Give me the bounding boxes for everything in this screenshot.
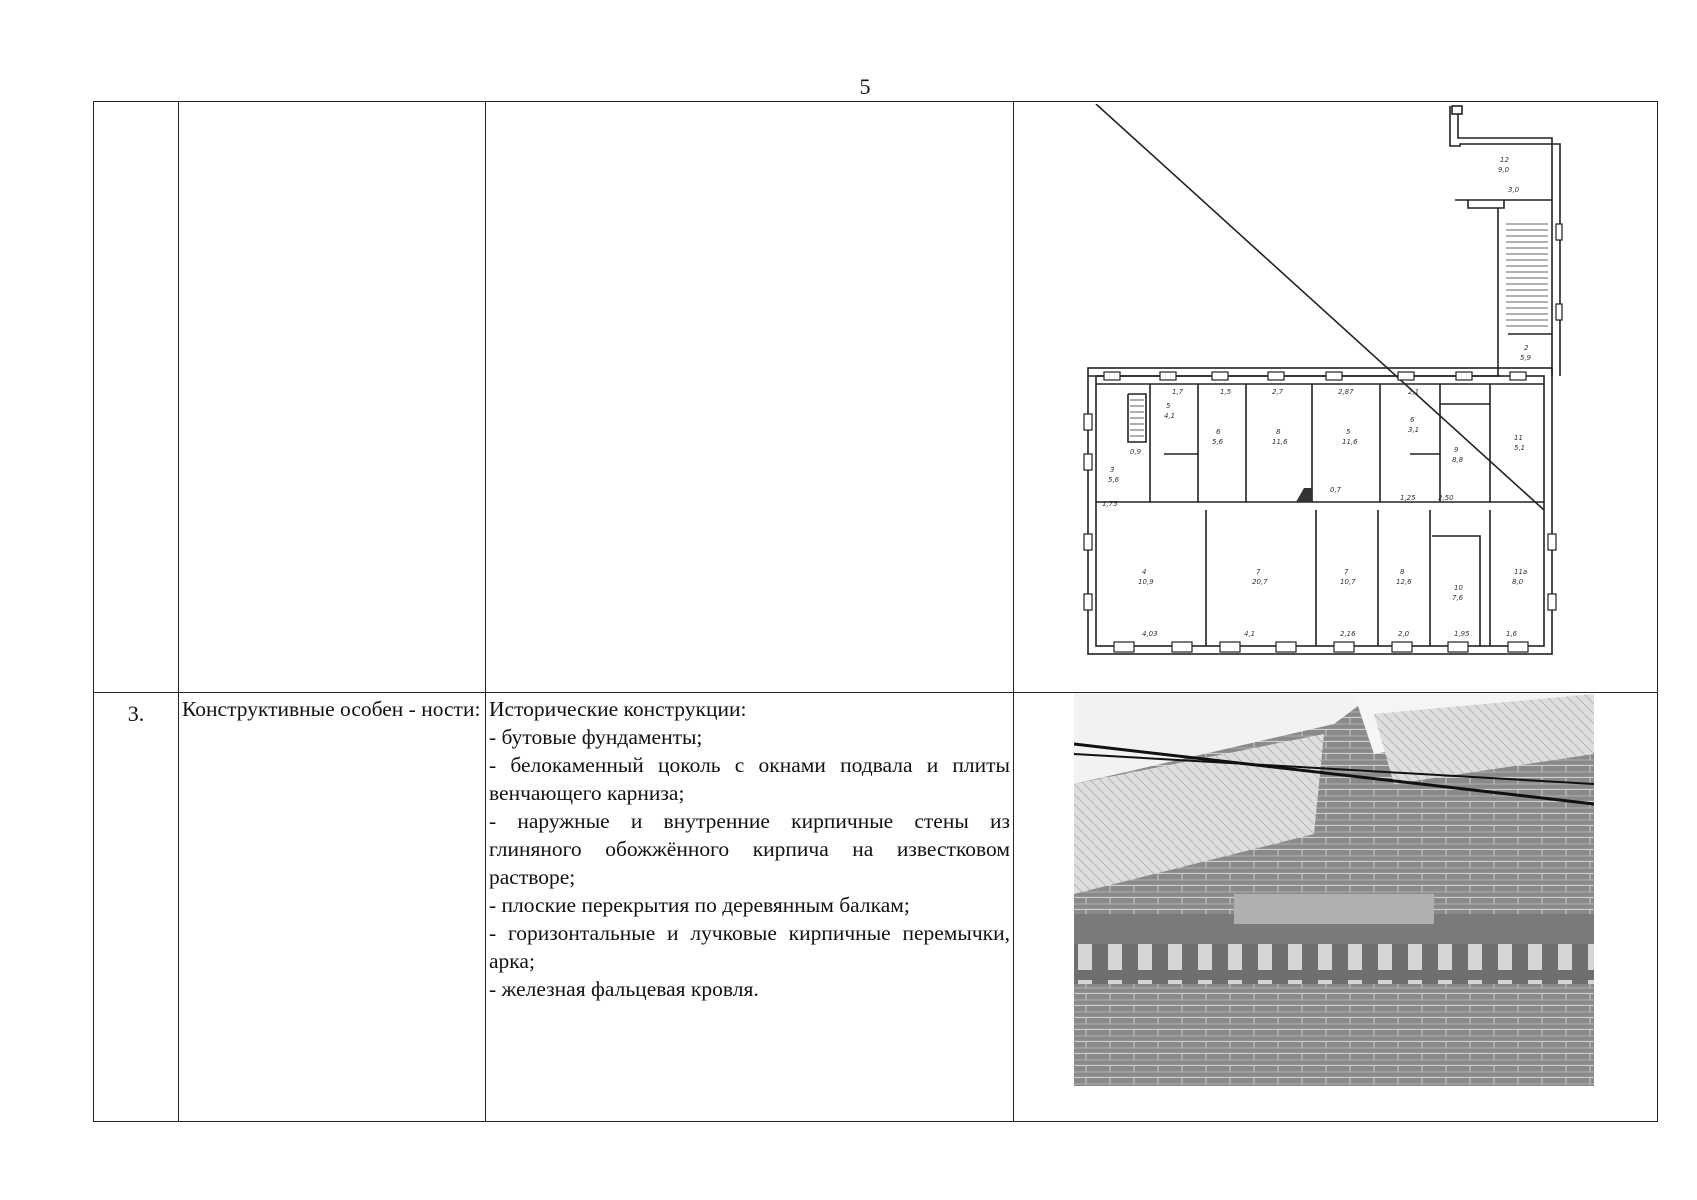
svg-text:2,1: 2,1 xyxy=(1408,388,1420,396)
svg-text:1,7: 1,7 xyxy=(1172,388,1184,396)
floor-plan-icon xyxy=(1080,104,1580,690)
svg-text:4,1: 4,1 xyxy=(1164,412,1176,420)
svg-text:7: 7 xyxy=(1344,568,1349,576)
svg-text:2,16: 2,16 xyxy=(1340,630,1356,638)
svg-text:1,25: 1,25 xyxy=(1400,494,1416,502)
svg-text:7: 7 xyxy=(1256,568,1261,576)
empty-text-cell xyxy=(486,102,1014,693)
svg-text:8: 8 xyxy=(1400,568,1405,576)
table-row xyxy=(94,693,1658,1122)
svg-text:11: 11 xyxy=(1514,434,1523,442)
row-label: Конструктивные особен - ности: xyxy=(179,693,486,1122)
svg-text:12,6: 12,6 xyxy=(1396,578,1412,586)
svg-text:1,5: 1,5 xyxy=(1220,388,1232,396)
svg-text:2,7: 2,7 xyxy=(1272,388,1284,396)
svg-text:12: 12 xyxy=(1500,156,1509,164)
photo-cell xyxy=(1014,693,1658,1122)
svg-text:1,6: 1,6 xyxy=(1506,630,1518,638)
page-number: 5 xyxy=(859,74,871,99)
list-item: - горизонтальные и лучковые кирпичные перемычки, арка; xyxy=(489,921,1010,973)
svg-text:7,6: 7,6 xyxy=(1452,594,1464,602)
svg-text:20,7: 20,7 xyxy=(1252,578,1268,586)
row-description xyxy=(486,693,1014,1122)
svg-text:8,8: 8,8 xyxy=(1452,456,1464,464)
description-heading: Исторические конструкции: xyxy=(489,697,747,721)
svg-text:0,9: 0,9 xyxy=(1130,448,1142,456)
svg-text:2,50: 2,50 xyxy=(1438,494,1454,502)
floor-plan-cell xyxy=(1014,102,1658,693)
svg-text:4: 4 xyxy=(1142,568,1147,576)
list-item: - бутовые фундаменты; xyxy=(489,725,703,749)
svg-text:2,0: 2,0 xyxy=(1398,630,1410,638)
svg-text:2: 2 xyxy=(1524,344,1529,352)
svg-text:9,0: 9,0 xyxy=(1498,166,1510,174)
svg-text:4,03: 4,03 xyxy=(1142,630,1158,638)
list-item: - белокаменный цоколь с окнами подвала и плиты венчающего карниза; xyxy=(489,753,1010,805)
svg-text:5,6: 5,6 xyxy=(1212,438,1224,446)
svg-text:11,6: 11,6 xyxy=(1272,438,1288,446)
svg-text:8,0: 8,0 xyxy=(1512,578,1524,586)
svg-text:5,6: 5,6 xyxy=(1108,476,1120,484)
list-item: - плоские перекрытия по деревянным балкам; xyxy=(489,893,910,917)
building-cornice-photo xyxy=(1074,694,1594,1086)
svg-text:4,1: 4,1 xyxy=(1244,630,1256,638)
list-item: - наружные и внутренние кирпичные стены из глиняного обожжённого кирпича на известковом растворе; xyxy=(489,809,1010,889)
svg-text:0,7: 0,7 xyxy=(1330,486,1342,494)
svg-text:3: 3 xyxy=(1110,466,1115,474)
svg-text:2,87: 2,87 xyxy=(1338,388,1354,396)
svg-text:10: 10 xyxy=(1454,584,1463,592)
svg-text:11а: 11а xyxy=(1514,568,1528,576)
svg-text:1,75: 1,75 xyxy=(1102,500,1118,508)
svg-text:3,0: 3,0 xyxy=(1508,186,1520,194)
svg-text:10,7: 10,7 xyxy=(1340,578,1356,586)
table-row xyxy=(94,102,1658,693)
row-number: 3. xyxy=(94,693,179,1122)
svg-text:10,9: 10,9 xyxy=(1138,578,1154,586)
svg-text:5,9: 5,9 xyxy=(1520,354,1532,362)
document-table xyxy=(93,101,1658,1122)
svg-text:9: 9 xyxy=(1454,446,1459,454)
list-item: - железная фальцевая кровля. xyxy=(489,977,759,1001)
svg-text:5,1: 5,1 xyxy=(1514,444,1526,452)
svg-text:3,1: 3,1 xyxy=(1408,426,1420,434)
svg-text:5: 5 xyxy=(1346,428,1351,436)
svg-text:8: 8 xyxy=(1276,428,1281,436)
empty-label-cell xyxy=(179,102,486,693)
svg-text:6: 6 xyxy=(1216,428,1221,436)
svg-text:11,6: 11,6 xyxy=(1342,438,1358,446)
empty-number-cell xyxy=(94,102,179,693)
svg-text:1,95: 1,95 xyxy=(1454,630,1470,638)
svg-text:5: 5 xyxy=(1166,402,1171,410)
svg-text:6: 6 xyxy=(1410,416,1415,424)
